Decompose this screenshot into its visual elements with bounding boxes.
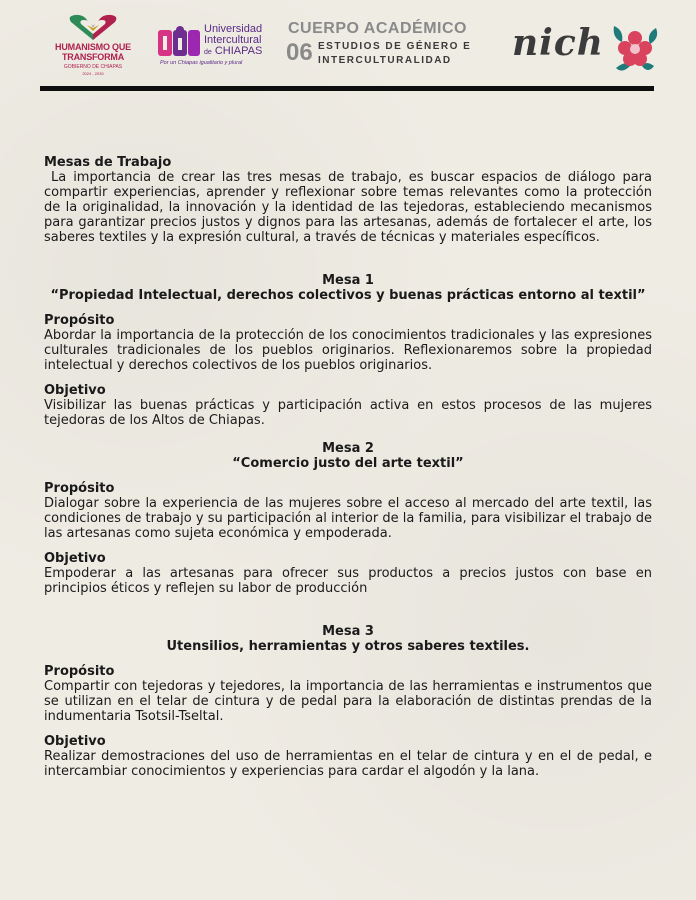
mesa1-objetivo-label: Objetivo: [44, 383, 106, 398]
mesa2-objetivo-label: Objetivo: [44, 551, 106, 566]
mesa2-objetivo-text: Empoderar a las artesanas para ofrecer sus productos a precios justos con base en principios éticos y reflejen su labor de producción: [44, 566, 652, 596]
unich-line2: Intercultural: [204, 34, 262, 46]
mesa3-title: Utensilios, herramientas y otros saberes textiles.: [166, 639, 530, 654]
gobierno-years: 2024 - 2030: [82, 71, 104, 76]
nich-logo: nich: [512, 22, 604, 64]
gobierno-chiapas: GOBIERNO DE CHIAPAS: [63, 64, 123, 70]
mesa3-objetivo-label: Objetivo: [44, 734, 106, 749]
document-body: [44, 155, 652, 779]
mesa3-label: Mesa 3: [322, 624, 374, 639]
mesa2-label: Mesa 2: [322, 441, 374, 456]
humanismo-line2: TRANSFORMA: [62, 52, 124, 62]
mesa1-proposito-text: Abordar la importancia de la protección de los conocimientos tradicionales y las expresiones culturales tradicionales de los pueblos originarios. Reflexionaremos sobre la propiedad intelectual y derechos colectivos de los pueblos originarios.: [44, 328, 652, 373]
humanismo-logo: [52, 12, 134, 76]
unich-line3a: de: [204, 49, 212, 56]
intro-text: La importancia de crear las tres mesas de trabajo, es buscar espacios de diálogo para compartir experiencias, aprender y reflexionar sobre temas relevantes como la protección de la originalidad, la innovación y la identidad de las tejedoras, estableciendo mecanismos para garantizar precios justos y dignos para las artesanas, además de fortalecer el arte, los saberes textiles y la expresión cultural, a través de técnicas y materiales específicos.: [44, 170, 652, 245]
mesa1-label: Mesa 1: [322, 273, 374, 288]
mesa1-objetivo-text: Visibilizar las buenas prácticas y participación activa en estos procesos de las mujeres tejedoras de los Altos de Chiapas.: [44, 398, 652, 428]
cuerpo-academico-line2: INTERCULTURALIDAD: [318, 55, 452, 66]
mesa2-proposito-label: Propósito: [44, 481, 115, 496]
cuerpo-academico-line1: ESTUDIOS DE GÉNERO E: [318, 41, 472, 52]
mesa3-objetivo-text: Realizar demostraciones del uso de herramientas en el telar de cintura y en el de pedal, e intercambiar conocimientos y experiencias para cardar el algodón y la lana.: [44, 749, 652, 779]
header: [0, 0, 696, 92]
mesa1-title: “Propiedad Intelectual, derechos colectivos y buenas prácticas entorno al textil”: [50, 288, 646, 303]
unich-line1: Universidad: [204, 23, 263, 35]
mesa1-proposito-label: Propósito: [44, 313, 115, 328]
unich-tagline: Por un Chiapas igualitario y plural: [160, 60, 243, 66]
cuerpo-academico-title: CUERPO ACADÉMICO: [288, 20, 467, 37]
unich-name: [204, 24, 262, 58]
unich-logo: [158, 24, 273, 72]
mesa3-proposito-label: Propósito: [44, 664, 115, 679]
mesa2-title: “Comercio justo del arte textil”: [232, 456, 464, 471]
humanismo-line1: HUMANISMO QUE: [55, 42, 131, 52]
header-rule: [40, 86, 654, 91]
unich-mark-icon: [158, 26, 202, 58]
mesa3-proposito-text: Compartir con tejedoras y tejedores, la importancia de las herramientas e instrumentos que se utilizan en el telar de cintura y de pedal para la elaboración de distintas prendas de la indumentaria Tsotsil-Tseltal.: [44, 679, 652, 724]
intro-title: Mesas de Trabajo: [44, 155, 172, 170]
unich-line3b: CHIAPAS: [214, 45, 263, 57]
mesa2-proposito-text: Dialogar sobre la experiencia de las mujeres sobre el acceso al mercado del arte textil, las condiciones de trabajo y su participación al interior de la familia, para visibilizar el trabajo de las artesanas como sujeta económica y empoderada.: [44, 496, 652, 541]
cuerpo-academico-number: 06: [286, 39, 313, 66]
flower-icon: [606, 20, 664, 76]
humanismo-heart-icon: [63, 12, 123, 42]
